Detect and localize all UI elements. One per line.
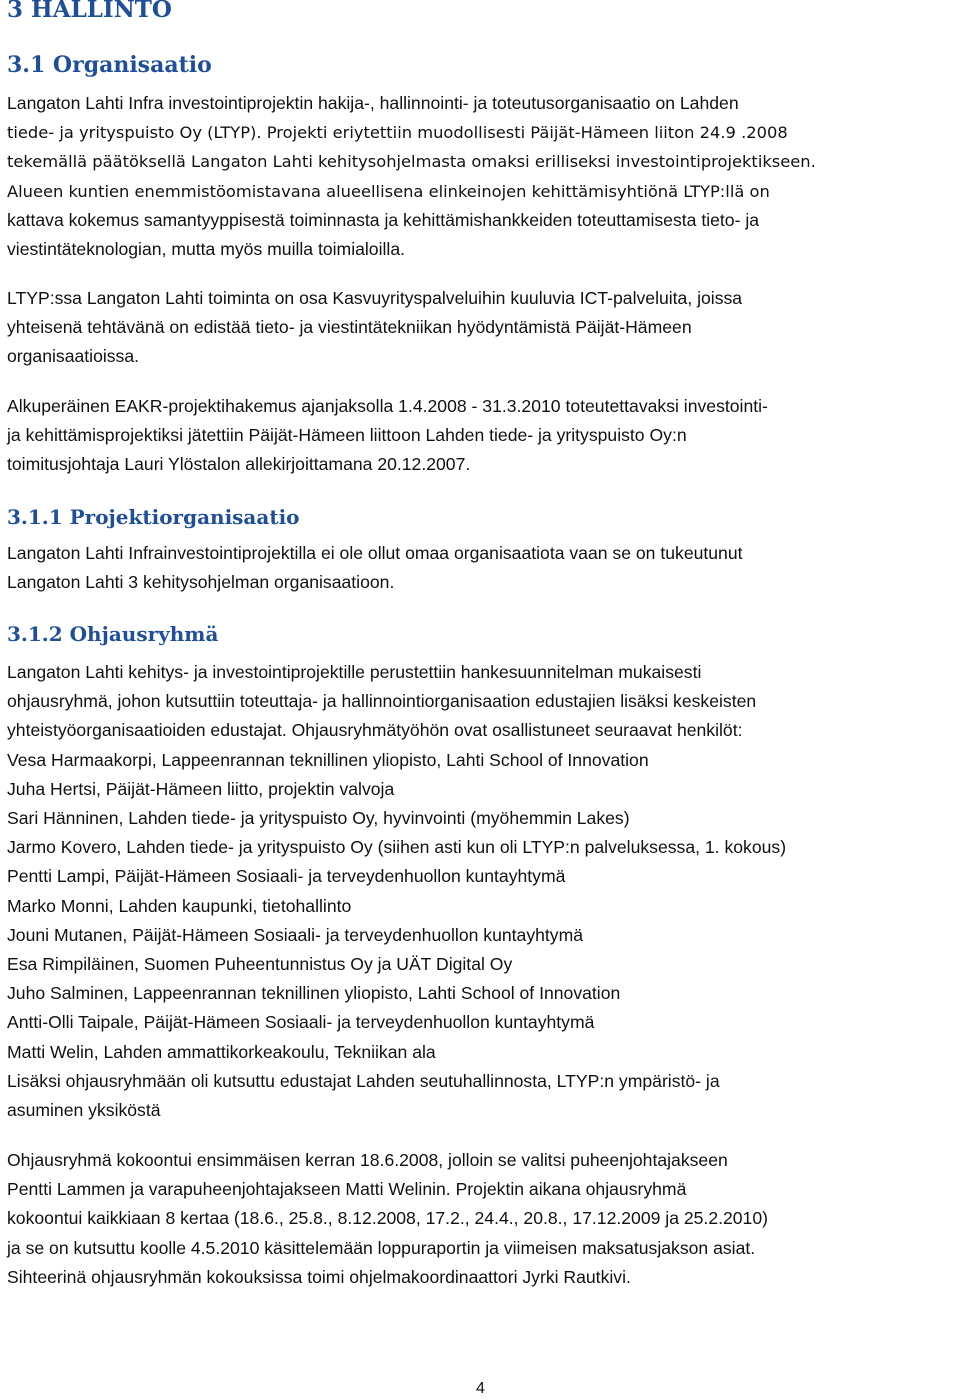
- eakr-paragraph: [7, 392, 768, 480]
- text-line: tekemällä päätöksellä Langaton Lahti kehitysohjelmasta omaksi erilliseksi investointiprojektikseen.: [7, 152, 816, 172]
- meeting-paragraph: [7, 1146, 768, 1292]
- text-line: Alueen kuntien enemmistöomistavana alueellisena elinkeinojen kehittämisyhtiönä LTYP:llä on: [7, 181, 770, 201]
- text-line: tiede- ja yrityspuisto Oy (LTYP). Projekti eriytettiin muodollisesti Päijät-Hämeen liiton 24.9 .2008: [7, 123, 788, 143]
- member-line: Sari Hänninen, Lahden tiede- ja yrityspuisto Oy, hyvinvointi (myöhemmin Lakes): [7, 808, 630, 829]
- section-heading-organisaatio: 3.1 Organisaatio: [7, 52, 212, 78]
- text-line: kattava kokemus samantyyppisestä toiminnasta ja kehittämishankkeiden toteuttamisesta tieto- ja: [7, 209, 760, 230]
- text-line: asuminen yksiköstä: [7, 1100, 161, 1121]
- text-line: viestintäteknologian, mutta myös muilla toimialoilla.: [7, 239, 405, 260]
- org-paragraph: [7, 89, 816, 264]
- text-line: Langaton Lahti Infrainvestointiprojektilla ei ole ollut omaa organisaatiota vaan se on tukeutunut: [7, 543, 743, 563]
- member-line: Marko Monni, Lahden kaupunki, tietohallinto: [7, 895, 352, 916]
- member-line: Pentti Lampi, Päijät-Hämeen Sosiaali- ja terveydenhuollon kuntayhtymä: [7, 866, 566, 887]
- text-line: Sihteerinä ohjausryhmän kokouksissa toimi ohjelmakoordinaattori Jyrki Rautkivi.: [7, 1266, 631, 1287]
- text-line: Ohjausryhmä kokoontui ensimmäisen kerran 18.6.2008, jolloin se valitsi puheenjohtajakseen: [7, 1150, 728, 1170]
- text-line: ohjausryhmä, johon kutsuttiin toteuttaja- ja hallinnointiorganisaation edustajien lisäksi keskeisten: [7, 691, 757, 712]
- subsection-heading-projektiorganisaatio: 3.1.1 Projektiorganisaatio: [7, 505, 300, 529]
- text-line: ja kehittämisprojektiksi jätettiin Päijät-Hämeen liittoon Lahden tiede- ja yrityspuisto Oy:n: [7, 425, 687, 446]
- text-line: Pentti Lammen ja varapuheenjohtajakseen Matti Welinin. Projektin aikana ohjausryhmä: [7, 1179, 687, 1200]
- ltyp-paragraph: [7, 284, 742, 372]
- text-line: LTYP:ssa Langaton Lahti toiminta on osa Kasvuyrityspalveluihin kuuluvia ICT-palveluita, joissa: [7, 288, 743, 308]
- text-line: yhteisenä tehtävänä on edistää tieto- ja viestintätekniikan hyödyntämistä Päijät-Hämeen: [7, 317, 692, 338]
- page-number: 4: [476, 1380, 485, 1397]
- member-line: Juha Hertsi, Päijät-Hämeen liitto, projektin valvoja: [7, 778, 395, 799]
- member-line: Vesa Harmaakorpi, Lappeenrannan teknillinen yliopisto, Lahti School of Innovation: [7, 749, 649, 770]
- text-line: organisaatioissa.: [7, 346, 140, 367]
- steering-paragraph: [7, 658, 786, 1125]
- text-line: Langaton Lahti kehitys- ja investointiprojektille perustettiin hankesuunnitelman mukaisesti: [7, 662, 702, 682]
- text-line: toimitusjohtaja Lauri Ylöstalon allekirjoittamana 20.12.2007.: [7, 454, 471, 475]
- subsection-heading-ohjausryhma: 3.1.2 Ohjausryhmä: [7, 622, 219, 646]
- member-line: Jouni Mutanen, Päijät-Hämeen Sosiaali- ja terveydenhuollon kuntayhtymä: [7, 924, 584, 945]
- chapter-heading: 3 HALLINTO: [7, 0, 172, 23]
- member-line: Matti Welin, Lahden ammattikorkeakoulu, Tekniikan ala: [7, 1041, 436, 1062]
- text-line: yhteistyöorganisaatioiden edustajat. Ohjausryhmätyöhön ovat osallistuneet seuraavat henkilöt:: [7, 720, 743, 741]
- member-line: Esa Rimpiläinen, Suomen Puheentunnistus Oy ja UÄT Digital Oy: [7, 954, 513, 975]
- member-line: Juho Salminen, Lappeenrannan teknillinen yliopisto, Lahti School of Innovation: [7, 983, 621, 1004]
- project-org-paragraph: [7, 539, 743, 597]
- member-line: Jarmo Kovero, Lahden tiede- ja yrityspuisto Oy (siihen asti kun oli LTYP:n palveluksessa, 1. kokous): [7, 837, 787, 858]
- text-line: Lisäksi ohjausryhmään oli kutsuttu edustajat Lahden seutuhallinnosta, LTYP:n ympäristö- ja: [7, 1070, 720, 1091]
- text-line: Alkuperäinen EAKR-projektihakemus ajanjaksolla 1.4.2008 - 31.3.2010 toteutettavaksi investointi-: [7, 396, 768, 416]
- member-line: Antti-Olli Taipale, Päijät-Hämeen Sosiaali- ja terveydenhuollon kuntayhtymä: [7, 1012, 595, 1033]
- text-line: ja se on kutsuttu koolle 4.5.2010 käsittelemään loppuraportin ja viimeisen maksatusjakson asiat.: [7, 1237, 756, 1258]
- text-line: kokoontui kaikkiaan 8 kertaa (18.6., 25.8., 8.12.2008, 17.2., 24.4., 20.8., 17.12.2009 ja 25.2.2010): [7, 1208, 768, 1229]
- text-line: Langaton Lahti 3 kehitysohjelman organisaatioon.: [7, 572, 395, 593]
- text-line: Langaton Lahti Infra investointiprojektin hakija-, hallinnointi- ja toteutusorganisaatio on Lahden: [7, 93, 739, 113]
